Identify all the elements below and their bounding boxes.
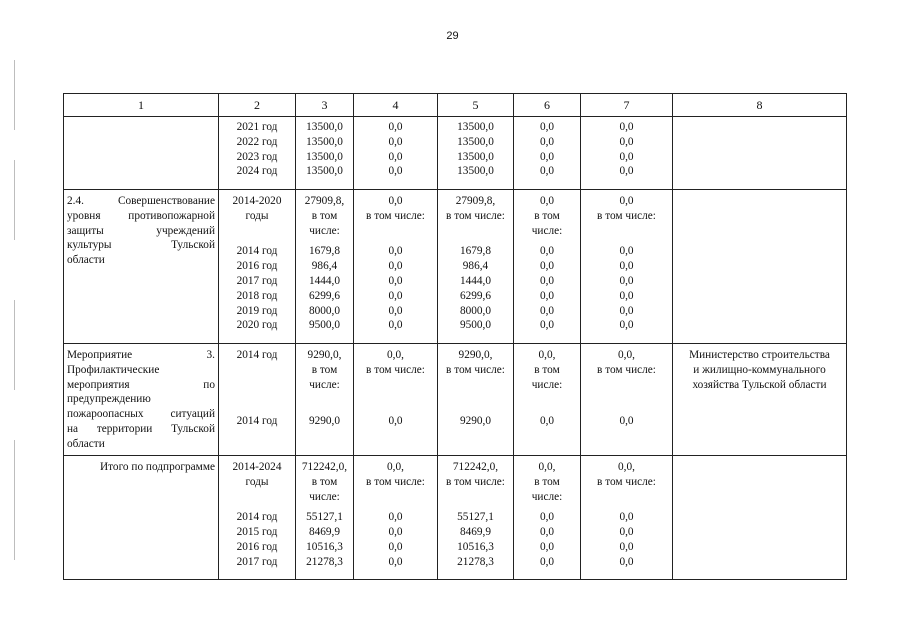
year-label: 2014 год: [236, 415, 278, 428]
other-cell: [581, 344, 673, 456]
regional-cell: [438, 344, 514, 456]
year-value: 6299,6: [459, 289, 492, 302]
year-value: 0,0: [388, 121, 403, 133]
summary-line: в том: [534, 475, 560, 488]
year-value: 0,0: [619, 289, 634, 302]
table-header-row: [64, 94, 847, 117]
summary-line: числе:: [309, 224, 340, 237]
margin-mark: [14, 60, 15, 130]
total-cell: [296, 190, 354, 344]
other-cell: [581, 456, 673, 580]
period-cell-content: [219, 456, 295, 570]
summary-line: в том числе:: [597, 209, 656, 222]
regional-cell-content: [438, 117, 513, 179]
year-value: 0,0: [388, 415, 403, 428]
description-line: Мероприятие 3.: [67, 349, 215, 361]
federal-cell-content: [354, 190, 437, 333]
regional-cell-content: [438, 190, 513, 333]
summary-line: 712242,0,: [452, 461, 499, 473]
description-line: уровня противопожарной: [67, 209, 215, 222]
year-label: 2016 год: [236, 260, 278, 273]
year-value: 0,0: [539, 555, 555, 568]
summary-line: 0,0,: [387, 461, 404, 473]
federal-cell-content: [354, 117, 437, 179]
summary-line: 712242,0,: [301, 461, 348, 473]
regional-cell: [438, 456, 514, 580]
other-cell-content: [581, 117, 672, 179]
column-header: 8: [673, 94, 847, 117]
responsible-line: Министерство строительства: [689, 349, 830, 361]
year-value: 0,0: [619, 165, 634, 178]
year-value: 0,0: [539, 274, 555, 287]
year-value: 0,0: [388, 526, 403, 539]
responsible-text: [673, 456, 846, 460]
local-cell-content: [514, 190, 580, 333]
responsible-text: [673, 344, 846, 392]
summary-line: [357, 378, 434, 393]
year-value: 0,0: [388, 274, 403, 287]
responsible-text: [673, 117, 846, 120]
column-header: 1: [64, 94, 219, 117]
description-cell: [64, 117, 219, 190]
regional-cell: [438, 190, 514, 344]
year-value: 0,0: [619, 511, 634, 524]
year-value: 6299,6: [308, 289, 341, 302]
year-value: 0,0: [619, 319, 634, 332]
year-value: 13500,0: [457, 121, 494, 133]
year-value: 10516,3: [306, 540, 343, 553]
period-cell: [219, 190, 296, 344]
description-cell: [64, 456, 219, 580]
year-value: 13500,0: [306, 135, 343, 148]
description-line: мероприятия по: [67, 378, 215, 391]
year-label: 2019 год: [236, 304, 278, 317]
year-value: 10516,3: [457, 540, 494, 553]
year-value: 1444,0: [308, 274, 341, 287]
local-cell: [514, 344, 581, 456]
year-value: 0,0: [388, 165, 403, 178]
total-cell: [296, 344, 354, 456]
year-value: 0,0: [388, 319, 403, 332]
year-value: 0,0: [619, 260, 634, 273]
column-header: 7: [581, 94, 673, 117]
year-value: 0,0: [539, 415, 555, 428]
year-value: 13500,0: [457, 150, 494, 163]
description-text: [64, 344, 218, 452]
year-value: 0,0: [539, 319, 555, 332]
year-value: 0,0: [539, 511, 555, 524]
year-value: 0,0: [388, 540, 403, 553]
spacer: [517, 392, 577, 414]
year-value: 0,0: [539, 289, 555, 302]
year-value: 0,0: [539, 121, 555, 133]
description-line: области: [67, 437, 105, 450]
total-cell-content: [296, 456, 353, 570]
summary-line: в том: [534, 209, 560, 222]
summary-line: 9290,0,: [458, 349, 493, 361]
summary-line: [222, 363, 292, 378]
year-value: 0,0: [619, 245, 634, 258]
summary-line: [222, 224, 292, 239]
year-value: 0,0: [539, 260, 555, 273]
federal-cell-content: [354, 456, 437, 570]
table-row: [64, 344, 847, 456]
summary-line: [441, 490, 510, 505]
margin-mark: [14, 300, 15, 390]
summary-line: 0,0,: [618, 349, 635, 361]
other-cell-content: [581, 456, 672, 570]
summary-line: [222, 378, 292, 393]
responsible-cell: [673, 190, 847, 344]
local-cell-content: [514, 456, 580, 570]
description-line: Профилактические: [67, 363, 160, 376]
summary-line: в том числе:: [366, 475, 425, 488]
year-value: 0,0: [619, 526, 634, 539]
table-row: [64, 190, 847, 344]
summary-line: 2014 год: [236, 349, 278, 361]
summary-line: 0,0: [619, 195, 634, 207]
period-cell: [219, 344, 296, 456]
local-cell: [514, 190, 581, 344]
year-value: 0,0: [388, 150, 403, 163]
year-value: 0,0: [539, 304, 555, 317]
spacer: [222, 392, 292, 414]
summary-line: в том числе:: [597, 475, 656, 488]
summary-line: [441, 378, 510, 393]
year-value: 21278,3: [306, 555, 343, 568]
year-value: 0,0: [539, 245, 555, 258]
other-cell: [581, 190, 673, 344]
summary-line: 0,0: [388, 195, 403, 207]
regional-cell: [438, 117, 514, 190]
summary-line: числе:: [531, 378, 563, 391]
responsible-line: хозяйства Тульской области: [692, 378, 827, 391]
column-header: 5: [438, 94, 514, 117]
summary-line: 0,0: [539, 195, 555, 207]
summary-line: в том числе:: [597, 363, 656, 376]
description-text: [64, 117, 218, 120]
summary-line: числе:: [309, 490, 340, 503]
year-value: 986,4: [462, 260, 489, 273]
period-cell: [219, 117, 296, 190]
margin-mark: [14, 440, 15, 560]
year-value: 0,0: [388, 135, 403, 148]
description-line: пожароопасных ситуаций: [67, 408, 215, 421]
responsible-cell: [673, 117, 847, 190]
other-cell: [581, 117, 673, 190]
other-cell-content: [581, 344, 672, 429]
local-cell-content: [514, 117, 580, 179]
period-cell-content: [219, 117, 295, 179]
year-value: 9290,0: [308, 415, 341, 428]
summary-line: 27909,8,: [455, 195, 496, 207]
year-value: 8469,9: [308, 526, 341, 539]
summary-line: в том числе:: [446, 475, 505, 488]
year-label: 2018 год: [236, 289, 278, 302]
summary-line: числе:: [309, 378, 340, 391]
spacer: [357, 392, 434, 414]
federal-cell: [354, 117, 438, 190]
spacer: [299, 392, 350, 414]
total-cell-content: [296, 190, 353, 333]
year-value: 0,0: [619, 540, 634, 553]
year-label: 2014 год: [236, 511, 278, 524]
year-value: 13500,0: [457, 165, 494, 178]
year-value: 0,0: [619, 150, 634, 163]
year-value: 8000,0: [459, 304, 492, 317]
summary-line: в том: [534, 363, 560, 376]
year-value: 0,0: [388, 555, 403, 568]
description-line: предупреждению: [67, 393, 151, 406]
year-value: 21278,3: [457, 555, 494, 568]
year-value: 13500,0: [306, 165, 343, 178]
total-cell-content: [296, 344, 353, 429]
summary-line: годы: [245, 475, 269, 488]
local-cell: [514, 456, 581, 580]
summary-line: в том числе:: [446, 363, 505, 376]
year-value: 0,0: [388, 289, 403, 302]
year-value: 9500,0: [459, 319, 492, 332]
summary-line: 2014-2020: [232, 195, 282, 207]
summary-line: [357, 224, 434, 239]
year-value: 0,0: [388, 260, 403, 273]
year-value: 0,0: [619, 135, 634, 148]
year-label: 2021 год: [236, 121, 278, 133]
year-value: 0,0: [619, 304, 634, 317]
summary-line: годы: [245, 209, 269, 222]
total-cell: [296, 117, 354, 190]
summary-line: 9290,0,: [307, 349, 342, 361]
summary-line: 0,0,: [538, 461, 556, 473]
federal-cell: [354, 456, 438, 580]
total-cell-content: [296, 117, 353, 179]
summary-line: [584, 378, 669, 393]
year-value: 9290,0: [459, 415, 492, 428]
federal-cell-content: [354, 344, 437, 429]
year-value: 0,0: [388, 245, 403, 258]
description-line: Итого по подпрограмме: [99, 461, 215, 473]
year-label: 2024 год: [236, 165, 278, 178]
table-row: [64, 117, 847, 190]
description-line: 2.4. Совершенствование: [67, 195, 215, 207]
table-row: [64, 456, 847, 580]
other-cell-content: [581, 190, 672, 333]
year-value: 0,0: [539, 150, 555, 163]
summary-line: в том числе:: [366, 209, 425, 222]
year-value: 55127,1: [306, 511, 343, 524]
year-label: 2014 год: [236, 245, 278, 258]
summary-line: 0,0,: [387, 349, 404, 361]
year-label: 2017 год: [236, 555, 278, 568]
responsible-cell: [673, 456, 847, 580]
year-label: 2022 год: [236, 135, 278, 148]
year-value: 8000,0: [308, 304, 341, 317]
responsible-line: и жилищно-коммунального: [693, 363, 826, 376]
year-label: 2020 год: [236, 319, 278, 332]
year-value: 55127,1: [457, 511, 494, 524]
year-value: 0,0: [539, 135, 555, 148]
summary-line: 2014-2024: [232, 461, 282, 473]
year-value: 0,0: [388, 304, 403, 317]
year-value: 13500,0: [306, 150, 343, 163]
local-cell-content: [514, 344, 580, 429]
summary-line: числе:: [531, 490, 563, 503]
year-value: 1679,8: [459, 245, 492, 258]
summary-line: [441, 224, 510, 239]
column-header: 2: [219, 94, 296, 117]
description-cell: [64, 190, 219, 344]
year-value: 0,0: [619, 555, 634, 568]
description-line: культуры Тульской: [67, 239, 215, 252]
summary-line: [584, 224, 669, 239]
year-label: 2016 год: [236, 540, 278, 553]
margin-mark: [14, 160, 15, 240]
year-value: 0,0: [619, 121, 634, 133]
summary-line: в том: [311, 363, 338, 376]
year-value: 9500,0: [308, 319, 341, 332]
responsible-text: [673, 190, 846, 194]
spacer: [584, 392, 669, 414]
year-value: 0,0: [539, 526, 555, 539]
column-header: 6: [514, 94, 581, 117]
period-cell: [219, 456, 296, 580]
year-label: 2015 год: [236, 526, 278, 539]
year-value: 0,0: [539, 540, 555, 553]
page-number: 29: [446, 30, 459, 42]
year-value: 986,4: [311, 260, 338, 273]
summary-line: 0,0,: [538, 349, 556, 361]
period-cell-content: [219, 190, 295, 333]
summary-line: в том числе:: [446, 209, 505, 222]
year-value: 13500,0: [457, 135, 494, 148]
description-line: защиты учреждений: [67, 224, 215, 237]
summary-line: [357, 490, 434, 505]
year-value: 13500,0: [306, 121, 343, 133]
year-value: 1679,8: [308, 245, 341, 258]
federal-cell: [354, 190, 438, 344]
summary-line: 0,0,: [618, 461, 635, 473]
description-text: [64, 456, 218, 475]
subprogram-table: [63, 93, 847, 580]
federal-cell: [354, 344, 438, 456]
summary-line: числе:: [531, 224, 563, 237]
column-header: 4: [354, 94, 438, 117]
summary-line: [222, 490, 292, 505]
year-value: 8469,9: [459, 526, 492, 539]
column-header: 3: [296, 94, 354, 117]
summary-line: в том: [311, 475, 338, 488]
year-value: 0,0: [388, 511, 403, 524]
year-value: 0,0: [619, 415, 634, 428]
total-cell: [296, 456, 354, 580]
year-value: 1444,0: [459, 274, 492, 287]
year-label: 2017 год: [236, 274, 278, 287]
responsible-cell: [673, 344, 847, 456]
regional-cell-content: [438, 456, 513, 570]
year-value: 0,0: [539, 165, 555, 178]
regional-cell-content: [438, 344, 513, 429]
period-cell-content: [219, 344, 295, 429]
summary-line: [584, 490, 669, 505]
summary-line: в том числе:: [366, 363, 425, 376]
local-cell: [514, 117, 581, 190]
description-text: [64, 190, 218, 268]
description-line: на территории Тульской: [67, 422, 215, 435]
summary-line: в том: [311, 209, 338, 222]
summary-line: 27909,8,: [304, 195, 345, 207]
spacer: [441, 392, 510, 414]
description-cell: [64, 344, 219, 456]
description-line: области: [67, 254, 105, 267]
year-value: 0,0: [619, 274, 634, 287]
year-label: 2023 год: [236, 150, 278, 163]
